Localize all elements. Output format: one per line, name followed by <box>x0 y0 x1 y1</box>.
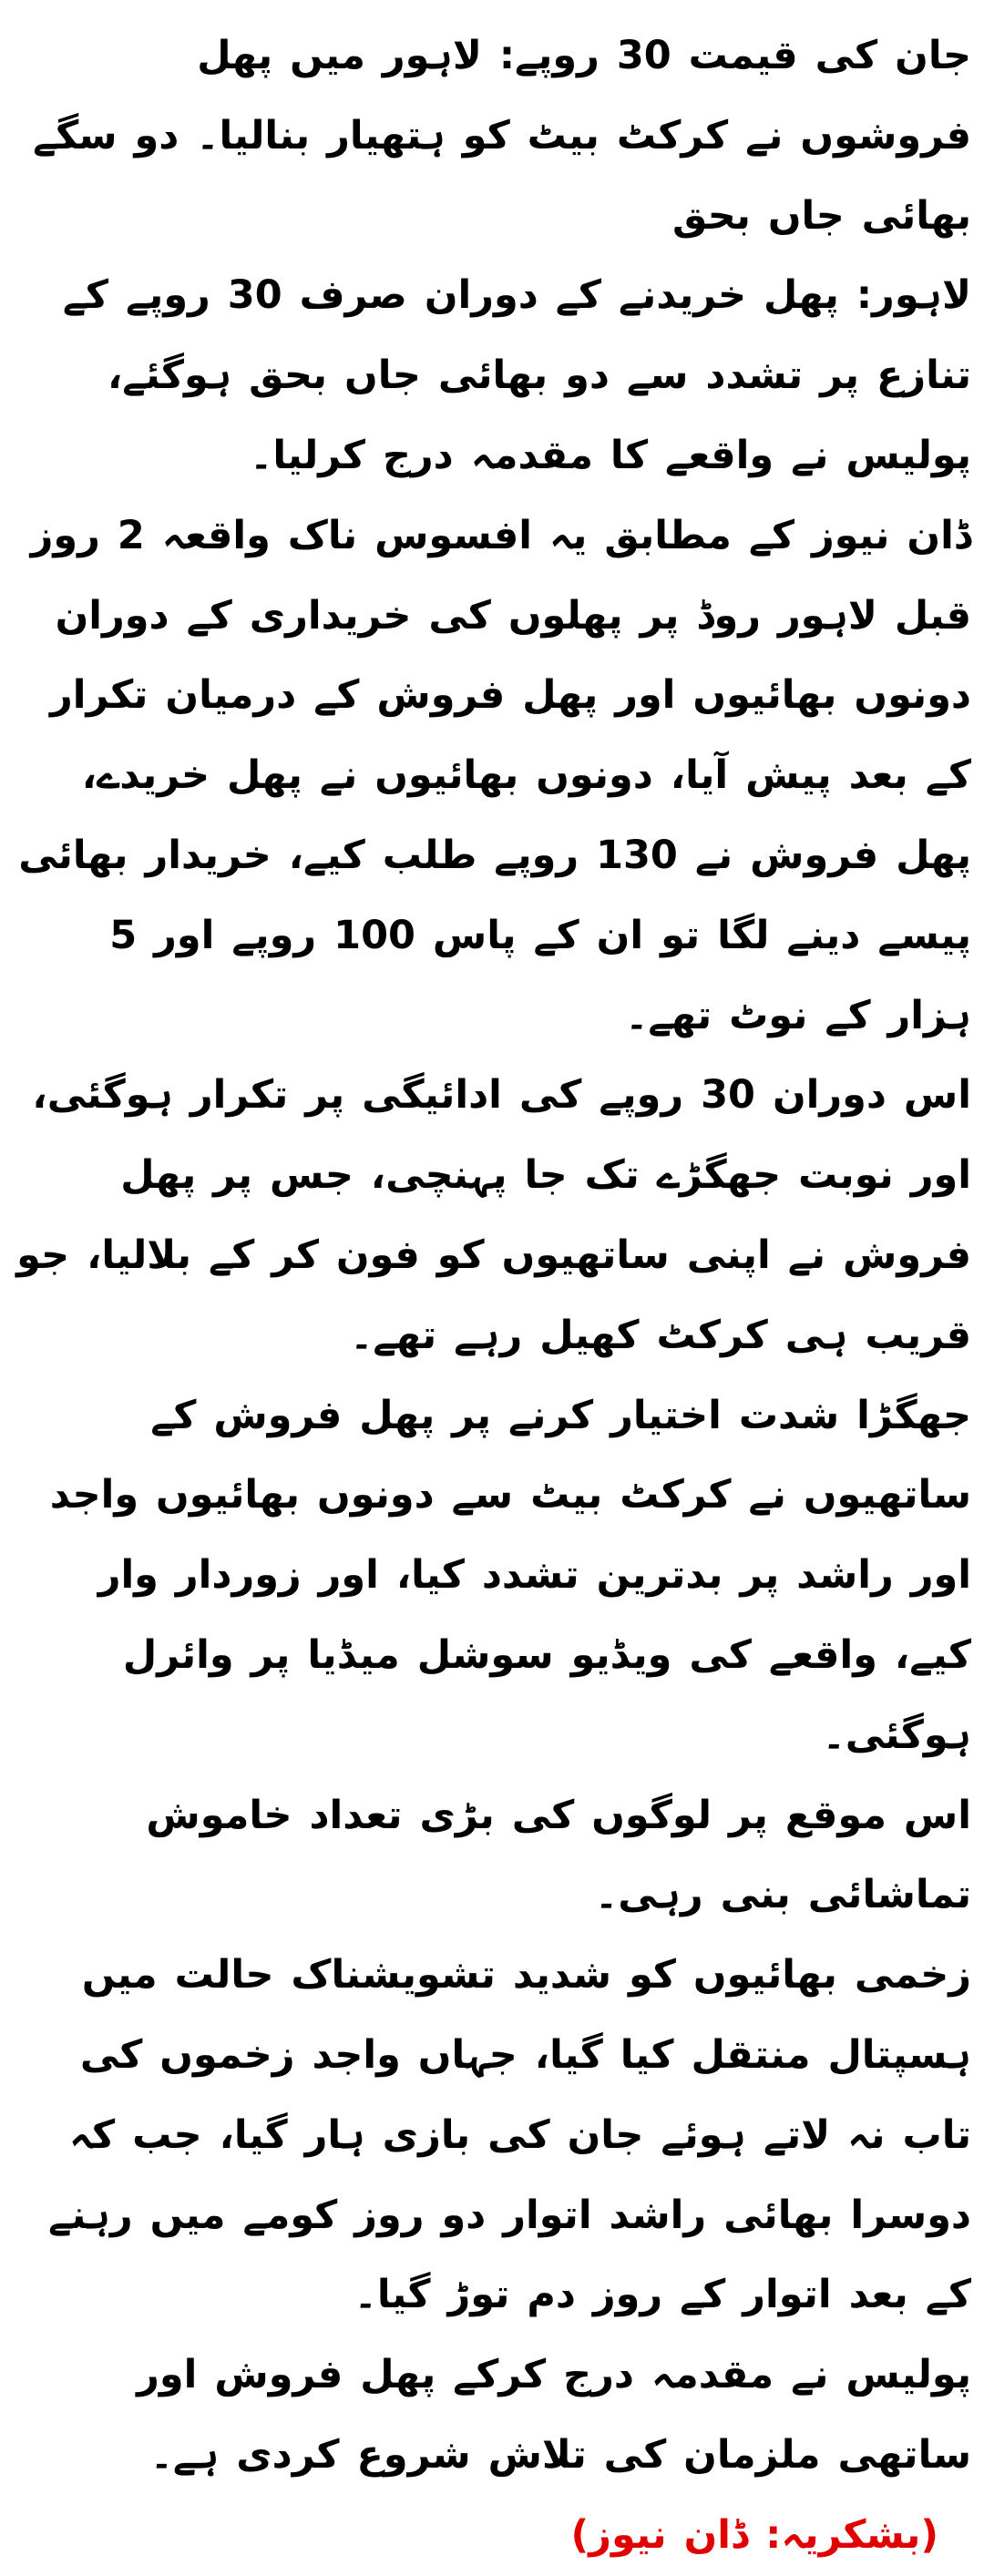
article-paragraph-7-text: پولیس نے مقدمہ درج کرکے پھل فروش اور ساتھی ملزمان کی تلاش شروع کردی ہے۔ <box>137 2352 971 2478</box>
article-paragraph-3: اس دوران 30 روپے کی ادائیگی پر تکرار ہوگئی، اور نوبت جھگڑے تک جا پہنچی، جس پر پھل فروش نے اپنی ساتھیوں کو فون کر کے بلالیا، جو قریب ہی کرکٹ کھیل رہے تھے۔ <box>16 1072 971 1358</box>
article-paragraph-7 <box>13 2336 971 2575</box>
article-paragraph-5: اس موقع پر لوگوں کی بڑی تعداد خاموش تماشائی بنی رہی۔ <box>146 1792 971 1918</box>
article-paragraph-2: ڈان نیوز کے مطابق یہ افسوس ناک واقعہ 2 روز قبل لاہور روڈ پر پھلوں کی خریداری کے دوران دونوں بھائیوں اور پھل فروش کے درمیان تکرار کے بعد پیش آیا، دونوں بھائیوں نے پھل خریدے، پھل فروش نے 130 روپے طلب کیے، خریدار بھائی پیسے دینے لگا تو ان کے پاس 100 روپے اور 5 ہزار کے نوٹ تھے۔ <box>18 512 971 1038</box>
article-paragraph-1: لاہور: پھل خریدنے کے دوران صرف 30 روپے کے تنازع پر تشدد سے دو بھائی جاں بحق ہوگئے، پولیس نے واقعے کا مقدمہ درج کرلیا۔ <box>62 272 971 478</box>
article-headline: جان کی قیمت 30 روپے: لاہور میں پھل فروشوں نے کرکٹ بیٹ کو ہتھیار بنالیا۔ دو سگے بھائی جاں بحق <box>33 33 971 239</box>
article-paragraph-6: زخمی بھائیوں کو شدید تشویشناک حالت میں ہسپتال منتقل کیا گیا، جہاں واجد زخموں کی تاب نہ لاتے ہوئے جان کی بازی ہار گیا، جب کہ دوسرا بھائی راشد اتوار دو روز کومے میں رہنے کے بعد اتوار کے روز دم توڑ گیا۔ <box>47 1952 971 2318</box>
source-credit: (بشکریہ: ڈان نیوز) <box>570 2511 938 2558</box>
article-paragraph-4: جھگڑا شدت اختیار کرنے پر پھل فروش کے ساتھیوں نے کرکٹ بیٹ سے دونوں بھائیوں واجد اور راشد پر بدترین تشدد کیا، اور زوردار وار کیے، واقعے کی ویڈیو سوشل میڈیا پر وائرل ہوگئی۔ <box>49 1392 971 1758</box>
